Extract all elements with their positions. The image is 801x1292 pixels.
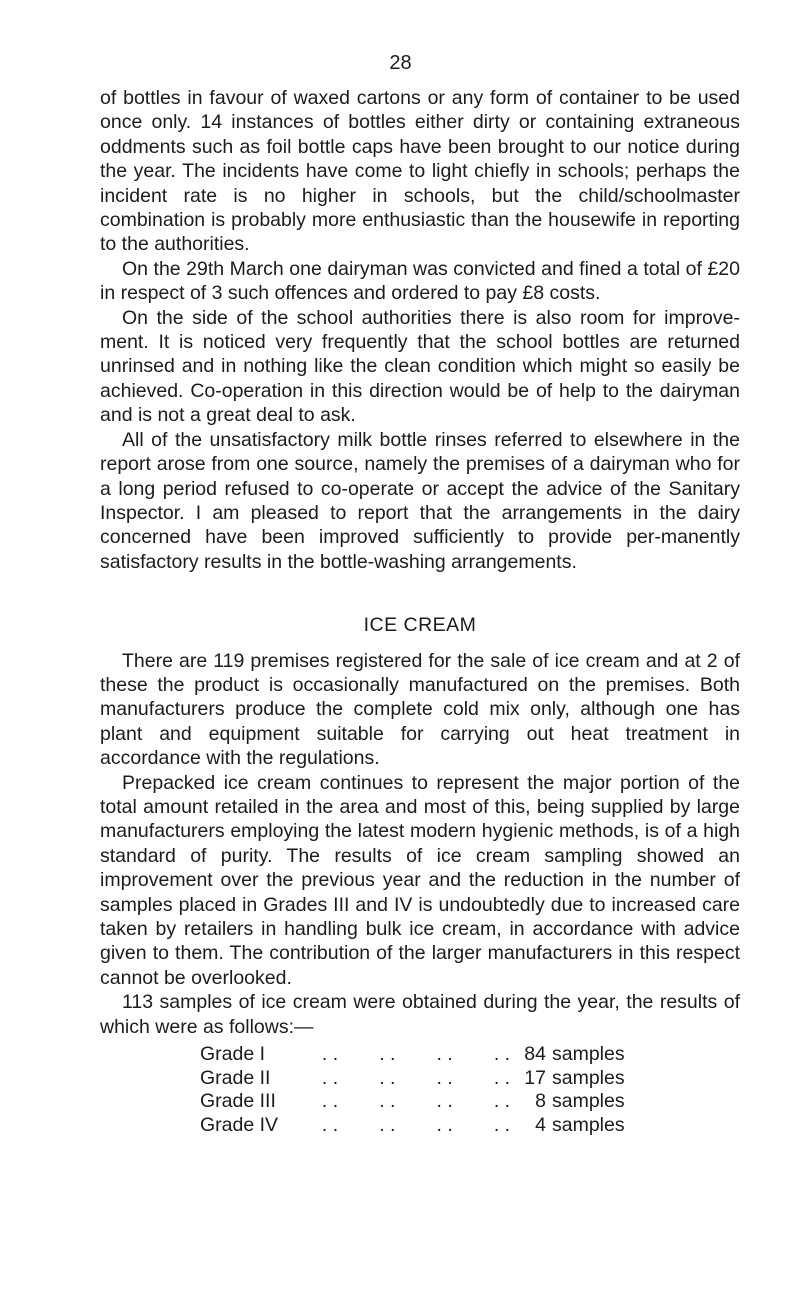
grade-unit: samples	[552, 1113, 625, 1136]
page-number: 28	[389, 52, 412, 74]
grade-row	[200, 1043, 640, 1067]
dot-leader: . . . . . . . .	[321, 1066, 511, 1089]
grade-label: Grade I	[200, 1043, 266, 1066]
grade-unit: samples	[552, 1043, 625, 1066]
paragraph-milk-bottles: of bottles in favour of waxed cartons or any form of container to be used once only. 14 instances of bottles either dirty or containing extraneous oddments such as foil bottle caps have been brought to our notice during the year. The incidents have come to light chiefly in schools; perhaps the incident rate is no higher in schools, but the child/schoolmaster combination is probably more enthusiastic than the housewife in reporting to the authorities.	[100, 87, 740, 256]
paragraph-samples-intro: 113 samples of ice cream were obtained during the year, the results of which were as follows:—	[100, 991, 740, 1038]
grade-unit: samples	[552, 1090, 625, 1113]
paragraph-prepacked: Prepacked ice cream continues to represent the major portion of the total amount retailed in the area and most of this, being supplied by large manufacturers employing the latest modern hygienic methods, is of a high standard of purity. The results of ice cream sampling showed an improvement over the previous year and the reduction in the number of samples placed in Grades III and IV is undoubtedly due to increased care taken by retailers in handling bulk ice cream, in accordance with advice given to them. The contribution of the larger manufacturers in this respect cannot be overlooked.	[100, 771, 740, 989]
grade-unit: samples	[552, 1066, 625, 1089]
grade-label: Grade II	[200, 1066, 271, 1089]
section-heading-ice-cream: ICE CREAM	[363, 614, 477, 637]
grade-row	[200, 1114, 640, 1138]
grade-row	[200, 1067, 640, 1091]
grade-label: Grade IV	[200, 1113, 279, 1136]
paragraph-school-authorities: On the side of the school authorities there is also room for improve-ment. It is noticed very frequently that the school bottles are returned unrinsed and in nothing like the clean condition which might so easily be achieved. Co-operation in this direction would be of help to the dairyman and is not a great deal to ask.	[100, 306, 740, 427]
paragraph-premises: There are 119 premises registered for the sale of ice cream and at 2 of these the product is occasionally manufactured on the premises. Both manufacturers produce the complete cold mix only, although one has plant and equipment suitable for carrying out heat treatment in accordance with the regulations.	[100, 649, 740, 770]
grade-count: 84	[524, 1043, 546, 1066]
paragraph-bottle-rinses: All of the unsatisfactory milk bottle rinses referred to elsewhere in the report arose from one source, namely the premises of a dairyman who for a long period refused to co-operate or accept the advice of the Sanitary Inspector. I am pleased to report that the arrangements in the dairy concerned have been improved sufficiently to provide per-manently satisfactory results in the bottle-washing arrangements.	[100, 428, 740, 573]
grade-label: Grade III	[200, 1090, 276, 1113]
dot-leader: . . . . . . . .	[321, 1113, 511, 1136]
grade-row	[200, 1090, 640, 1114]
grade-results-table	[200, 1043, 640, 1137]
grade-count: 17	[524, 1066, 546, 1089]
dot-leader: . . . . . . . .	[321, 1090, 511, 1113]
grade-count: 4	[535, 1113, 546, 1136]
dot-leader: . . . . . . . .	[321, 1043, 511, 1066]
document-body	[100, 86, 740, 1137]
grade-count: 8	[535, 1090, 546, 1113]
paragraph-conviction: On the 29th March one dairyman was convicted and fined a total of £20 in respect of 3 such offences and ordered to pay £8 costs.	[100, 257, 740, 305]
